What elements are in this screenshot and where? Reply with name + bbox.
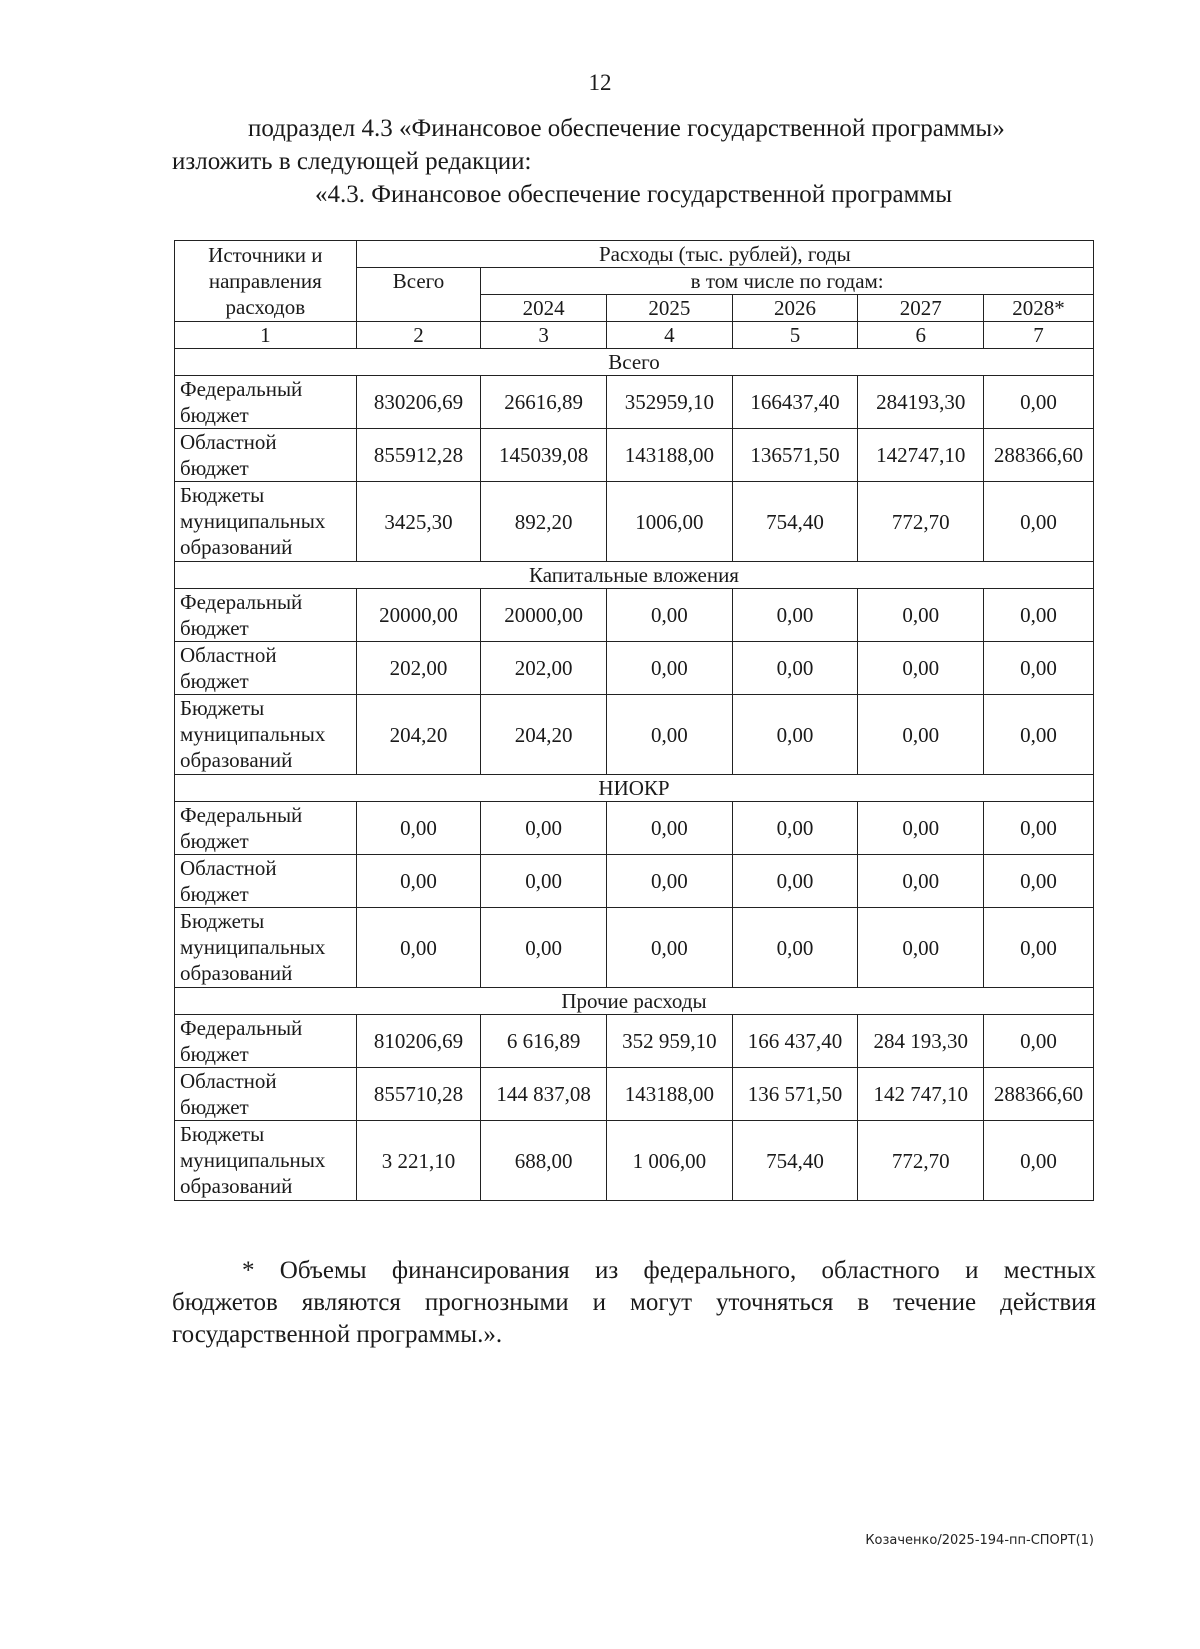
column-number: 1: [175, 322, 357, 349]
table-row: [175, 1121, 1094, 1201]
value-cell: 0,00: [606, 802, 732, 855]
value-cell: 166437,40: [732, 376, 858, 429]
section-title-cell: Капитальные вложения: [175, 562, 1094, 589]
table-row: [175, 482, 1094, 562]
value-cell: 0,00: [732, 642, 858, 695]
row-label-line: бюджет: [180, 1095, 249, 1119]
row-label-line: муниципальных: [180, 509, 326, 533]
value-cell: 0,00: [732, 855, 858, 908]
value-cell: 204,20: [481, 695, 607, 775]
value-cell: 0,00: [356, 802, 481, 855]
financing-table-body: [175, 241, 1094, 1201]
row-label-line: образований: [180, 748, 293, 772]
value-cell: 892,20: [481, 482, 607, 562]
row-label: [175, 376, 357, 429]
table-row: [175, 855, 1094, 908]
section-row: [175, 988, 1094, 1015]
value-cell: 0,00: [606, 855, 732, 908]
value-cell: 143188,00: [606, 429, 732, 482]
value-cell: 0,00: [481, 908, 607, 988]
value-cell: 26616,89: [481, 376, 607, 429]
value-cell: 0,00: [732, 908, 858, 988]
row-label: [175, 1121, 357, 1201]
table-row: [175, 429, 1094, 482]
row-label-line: образований: [180, 1174, 293, 1198]
row-label: [175, 802, 357, 855]
value-cell: 352959,10: [606, 376, 732, 429]
header-sources-line: направления: [208, 269, 322, 293]
value-cell: 1 006,00: [606, 1121, 732, 1201]
intro-line-1: подраздел 4.3 «Финансовое обеспечение государственной программы»: [248, 115, 1005, 142]
value-cell: 830206,69: [356, 376, 481, 429]
value-cell: 284193,30: [858, 376, 984, 429]
intro-line-2: изложить в следующей редакции:: [172, 148, 532, 175]
value-cell: 0,00: [481, 802, 607, 855]
value-cell: 810206,69: [356, 1015, 481, 1068]
header-expenses: Расходы (тыс. рублей), годы: [356, 241, 1093, 268]
row-label-line: Бюджеты: [180, 1122, 265, 1146]
value-cell: 20000,00: [356, 589, 481, 642]
value-cell: 0,00: [356, 855, 481, 908]
row-label: [175, 642, 357, 695]
value-cell: 202,00: [481, 642, 607, 695]
row-label-line: бюджет: [180, 829, 249, 853]
row-label-line: бюджет: [180, 882, 249, 906]
row-label-line: Федеральный: [180, 1016, 303, 1040]
section-title: [172, 178, 1096, 211]
value-cell: 0,00: [858, 642, 984, 695]
value-cell: 0,00: [606, 589, 732, 642]
value-cell: 0,00: [606, 642, 732, 695]
value-cell: 0,00: [984, 1015, 1094, 1068]
row-label-line: муниципальных: [180, 935, 326, 959]
value-cell: 0,00: [984, 908, 1094, 988]
value-cell: 1006,00: [606, 482, 732, 562]
row-label-line: Областной: [180, 430, 277, 454]
row-label-line: Областной: [180, 643, 277, 667]
table-row: [175, 802, 1094, 855]
header-row-1: [175, 241, 1094, 268]
section-title-cell: Всего: [175, 349, 1094, 376]
value-cell: 288366,60: [984, 429, 1094, 482]
table-row: [175, 589, 1094, 642]
value-cell: 688,00: [481, 1121, 607, 1201]
header-year: 2028*: [984, 295, 1094, 322]
row-label: [175, 1015, 357, 1068]
row-label-line: Бюджеты: [180, 909, 265, 933]
header-by-year: в том числе по годам:: [481, 268, 1094, 295]
value-cell: 0,00: [858, 908, 984, 988]
value-cell: 145039,08: [481, 429, 607, 482]
row-label-line: бюджет: [180, 456, 249, 480]
value-cell: 754,40: [732, 1121, 858, 1201]
column-number: 3: [481, 322, 607, 349]
value-cell: 0,00: [858, 802, 984, 855]
row-label-line: бюджет: [180, 616, 249, 640]
value-cell: 284 193,30: [858, 1015, 984, 1068]
row-label: [175, 429, 357, 482]
value-cell: 0,00: [984, 855, 1094, 908]
page-number: 12: [588, 70, 612, 95]
row-label-line: бюджет: [180, 1042, 249, 1066]
footnote-line-2: бюджетов являются прогнозными и могут уточняться в течение действия: [172, 1289, 1096, 1316]
value-cell: 144 837,08: [481, 1068, 607, 1121]
header-row-numbers: [175, 322, 1094, 349]
value-cell: 0,00: [858, 589, 984, 642]
table-row: [175, 695, 1094, 775]
row-label-line: Бюджеты: [180, 696, 265, 720]
header-year: 2027: [858, 295, 984, 322]
column-number: 2: [356, 322, 481, 349]
value-cell: 0,00: [984, 376, 1094, 429]
value-cell: 0,00: [984, 695, 1094, 775]
value-cell: 855912,28: [356, 429, 481, 482]
table-row: [175, 642, 1094, 695]
row-label-line: Федеральный: [180, 377, 303, 401]
section-row: [175, 775, 1094, 802]
row-label: [175, 589, 357, 642]
value-cell: 166 437,40: [732, 1015, 858, 1068]
value-cell: 772,70: [858, 482, 984, 562]
value-cell: 3425,30: [356, 482, 481, 562]
table-row: [175, 1015, 1094, 1068]
value-cell: 3 221,10: [356, 1121, 481, 1201]
row-label-line: образований: [180, 535, 293, 559]
value-cell: 0,00: [984, 642, 1094, 695]
value-cell: 142747,10: [858, 429, 984, 482]
value-cell: 0,00: [858, 695, 984, 775]
intro-paragraph: [172, 112, 1096, 178]
value-cell: 6 616,89: [481, 1015, 607, 1068]
column-number: 7: [984, 322, 1094, 349]
row-label-line: Федеральный: [180, 803, 303, 827]
table-row: [175, 908, 1094, 988]
value-cell: 20000,00: [481, 589, 607, 642]
value-cell: 0,00: [732, 695, 858, 775]
value-cell: 0,00: [481, 855, 607, 908]
footnote: [172, 1255, 1096, 1351]
value-cell: 0,00: [732, 589, 858, 642]
value-cell: 0,00: [984, 482, 1094, 562]
header-year: 2025: [606, 295, 732, 322]
value-cell: 0,00: [356, 908, 481, 988]
value-cell: 143188,00: [606, 1068, 732, 1121]
value-cell: 0,00: [984, 1121, 1094, 1201]
value-cell: 136 571,50: [732, 1068, 858, 1121]
financing-table: [174, 240, 1094, 1201]
row-label-line: бюджет: [180, 669, 249, 693]
value-cell: 754,40: [732, 482, 858, 562]
table-row: [175, 1068, 1094, 1121]
row-label: [175, 695, 357, 775]
header-year: 2024: [481, 295, 607, 322]
value-cell: 0,00: [858, 855, 984, 908]
row-label-line: муниципальных: [180, 722, 326, 746]
row-label-line: Областной: [180, 1069, 277, 1093]
row-label: [175, 1068, 357, 1121]
value-cell: 142 747,10: [858, 1068, 984, 1121]
header-sources-line: расходов: [225, 295, 306, 319]
header-sources-line: Источники и: [208, 243, 323, 267]
footnote-line-1: * Объемы финансирования из федерального, областного и местных: [242, 1257, 1096, 1284]
row-label: [175, 482, 357, 562]
section-row: [175, 349, 1094, 376]
row-label: [175, 855, 357, 908]
section-title-cell: НИОКР: [175, 775, 1094, 802]
column-number: 5: [732, 322, 858, 349]
header-total: Всего: [356, 268, 481, 322]
footnote-line-3: государственной программы.».: [172, 1321, 503, 1348]
value-cell: 855710,28: [356, 1068, 481, 1121]
value-cell: 0,00: [984, 802, 1094, 855]
row-label-line: Федеральный: [180, 590, 303, 614]
column-number: 4: [606, 322, 732, 349]
value-cell: 202,00: [356, 642, 481, 695]
table-row: [175, 376, 1094, 429]
value-cell: 772,70: [858, 1121, 984, 1201]
row-label: [175, 908, 357, 988]
value-cell: 0,00: [606, 908, 732, 988]
value-cell: 288366,60: [984, 1068, 1094, 1121]
section-row: [175, 562, 1094, 589]
column-number: 6: [858, 322, 984, 349]
value-cell: 0,00: [606, 695, 732, 775]
row-label-line: образований: [180, 961, 293, 985]
value-cell: 352 959,10: [606, 1015, 732, 1068]
value-cell: 0,00: [732, 802, 858, 855]
row-label-line: бюджет: [180, 403, 249, 427]
section-title-text: «4.3. Финансовое обеспечение государственной программы: [315, 181, 953, 208]
row-label-line: муниципальных: [180, 1148, 326, 1172]
value-cell: 0,00: [984, 589, 1094, 642]
row-label-line: Бюджеты: [180, 483, 265, 507]
value-cell: 136571,50: [732, 429, 858, 482]
value-cell: 204,20: [356, 695, 481, 775]
section-title-cell: Прочие расходы: [175, 988, 1094, 1015]
document-reference: Козаченко/2025-194-пп-СПОРТ(1): [865, 1533, 1094, 1548]
row-label-line: Областной: [180, 856, 277, 880]
header-year: 2026: [732, 295, 858, 322]
header-sources: [175, 241, 357, 322]
